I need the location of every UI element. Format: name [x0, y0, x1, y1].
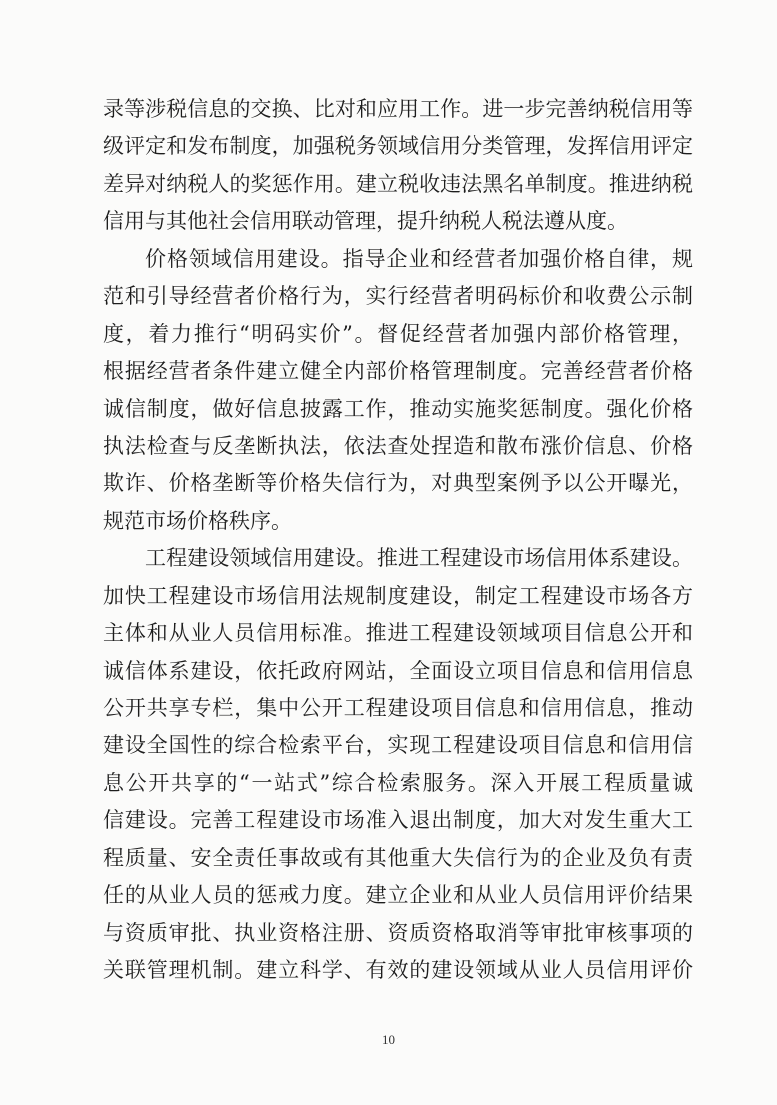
- text-line: 欺诈、价格垄断等价格失信行为，对典型案例予以公开曝光，: [103, 471, 693, 496]
- text-line: 诚信制度，做好信息披露工作，推动实施奖惩制度。强化价格: [103, 396, 693, 421]
- text-line: 信用与其他社会信用联动管理，提升纳税人税法遵从度。: [103, 209, 628, 234]
- text-line: 与资质审批、执业资格注册、资质资格取消等审批审核事项的: [103, 920, 693, 945]
- text-line: 录等涉税信息的交换、比对和应用工作。进一步完善纳税信用等: [103, 97, 693, 121]
- text-line: 根据经营者条件建立健全内部价格管理制度。完善经营者价格: [103, 359, 693, 384]
- text-line: 加快工程建设市场信用法规制度建设，制定工程建设市场各方: [103, 583, 693, 608]
- text-line: 范和引导经营者价格行为，实行经营者明码标价和收费公示制: [103, 284, 693, 309]
- text-line: 息公开共享的“一站式”综合检索服务。深入开展工程质量诚: [103, 770, 693, 795]
- body-text: [103, 91, 693, 990]
- text-line: 工程建设领域信用建设。推进工程建设市场信用体系建设。: [145, 546, 693, 571]
- text-line: 程质量、安全责任事故或有其他重大失信行为的企业及负有责: [103, 845, 693, 870]
- text-line: 信建设。完善工程建设市场准入退出制度，加大对发生重大工: [103, 808, 693, 833]
- text-line: 差异对纳税人的奖惩作用。建立税收违法黑名单制度。推进纳税: [103, 171, 693, 196]
- text-line: 执法检查与反垄断执法，依法查处捏造和散布涨价信息、价格: [103, 433, 693, 458]
- text-line: 规范市场价格秩序。: [103, 508, 292, 533]
- text-line: 主体和从业人员信用标准。推进工程建设领域项目信息公开和: [103, 621, 693, 646]
- text-line: 任的从业人员的惩戒力度。建立企业和从业人员信用评价结果: [103, 883, 693, 908]
- text-line: 关联管理机制。建立科学、有效的建设领域从业人员信用评价: [103, 958, 693, 983]
- text-line: 公开共享专栏，集中公开工程建设项目信息和信用信息，推动: [103, 696, 693, 720]
- text-line: 级评定和发布制度，加强税务领域信用分类管理，发挥信用评定: [103, 134, 693, 159]
- text-line: 建设全国性的综合检索平台，实现工程建设项目信息和信用信: [103, 733, 693, 758]
- text-line: 价格领域信用建设。指导企业和经营者加强价格自律，规: [145, 246, 693, 271]
- text-line: 诚信体系建设，依托政府网站，全面设立项目信息和信用信息: [103, 658, 693, 683]
- text-line: 度，着力推行“明码实价”。督促经营者加强内部价格管理，: [103, 321, 693, 346]
- page-number: 10: [382, 1032, 395, 1047]
